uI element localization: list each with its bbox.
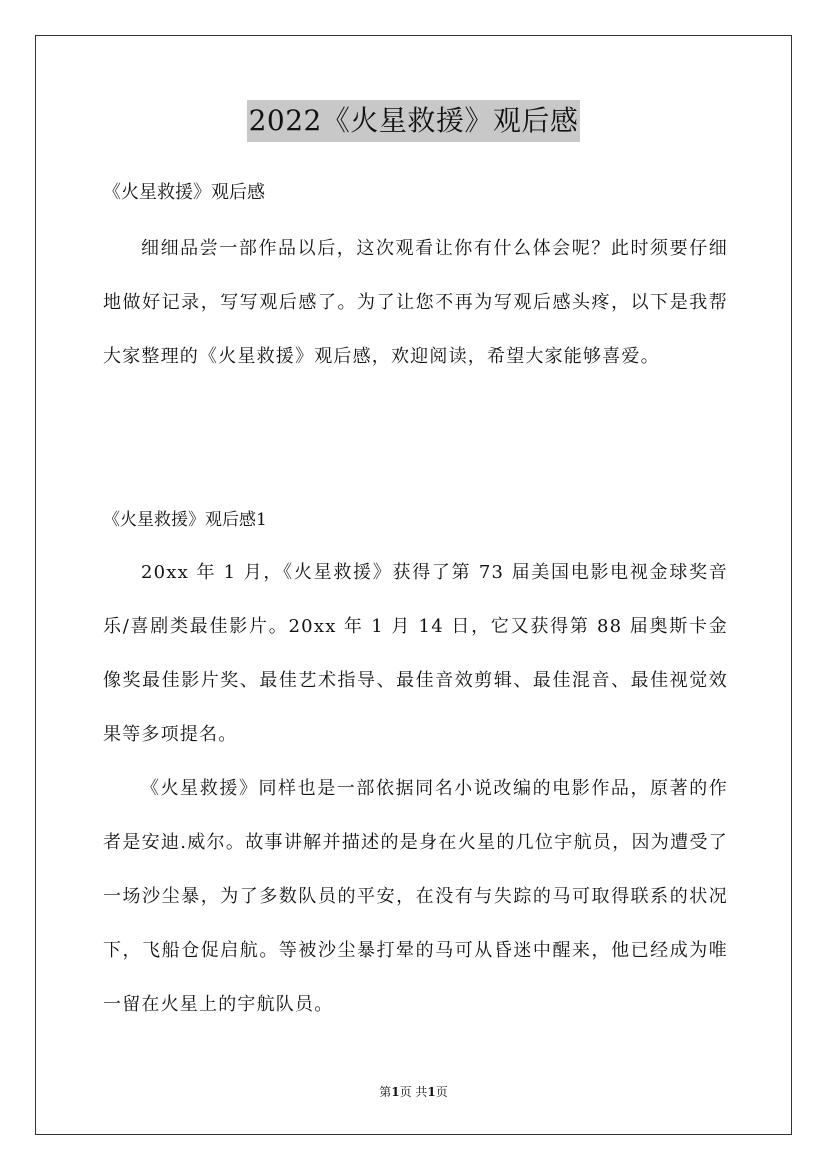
page-footer [0,1083,827,1100]
intro-paragraph: 细细品尝一部作品以后，这次观看让你有什么体会呢？此时须要仔细地做好记录，写写观后感了。为了让您不再为写观后感头疼，以下是我帮大家整理的《火星救援》观后感，欢迎阅读，希望大家能够喜爱。 [103,238,728,367]
footer-page-number: 1 [391,1085,400,1099]
document-subtitle: 《火星救援》观后感 [103,182,265,203]
footer-middle: 页 共 [399,1085,428,1099]
title-container [0,100,827,142]
footer-page-total: 1 [427,1085,436,1099]
footer-prefix: 第 [379,1085,392,1099]
footer-suffix: 页 [435,1085,448,1099]
body-paragraph-2: 《火星救援》同样也是一部依据同名小说改编的电影作品，原著的作者是安迪.威尔。故事讲解并描述的是身在火星的几位宇航员，因为遭受了一场沙尘暴，为了多数队员的平安，在没有与失踪的马可取得联系的状况下，飞船仓促启航。等被沙尘暴打晕的马可从昏迷中醒来，他已经成为唯一留在火星上的宇航队员。 [103,778,728,1015]
body-paragraph-1: 20xx 年 1 月，《火星救援》获得了第 73 届美国电影电视金球奖音乐/喜剧类最佳影片。20xx 年 1 月 14 日，它又获得第 88 届奥斯卡金像奖最佳影片奖、最佳艺术指导、最佳音效剪辑、最佳混音、最佳视觉效果等多项提名。 [103,562,728,745]
document-title: 2022《火星救援》观后感 [247,100,581,142]
section-heading: 《火星救援》观后感1 [103,510,267,530]
